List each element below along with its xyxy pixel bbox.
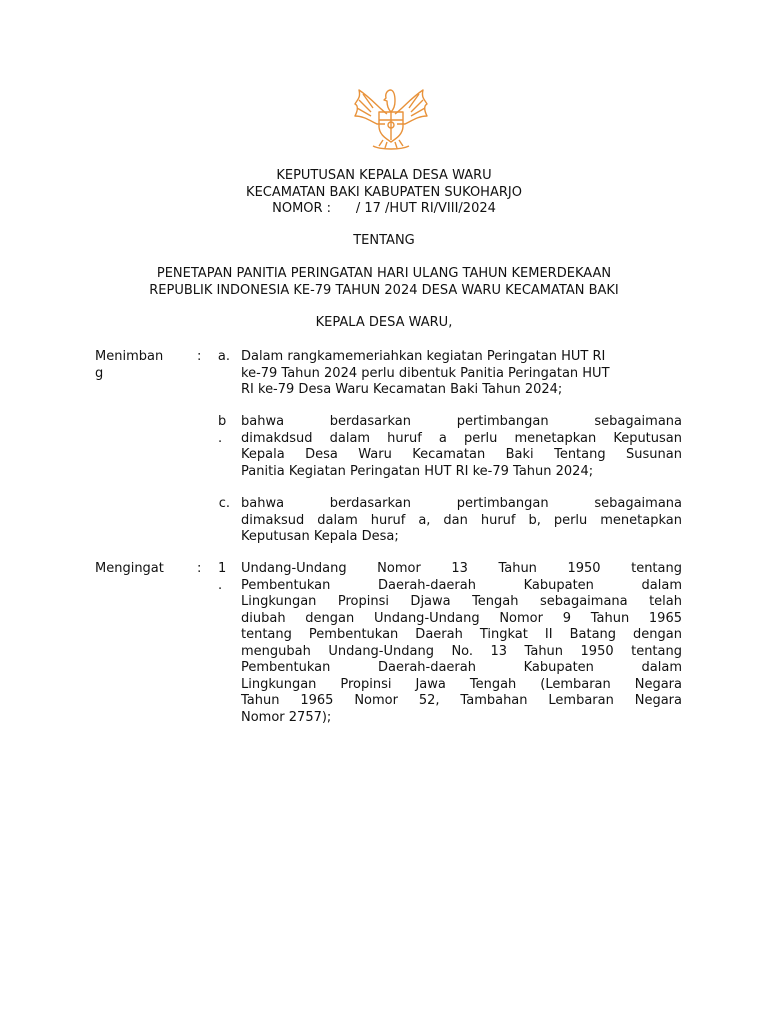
item-marker-line-1: b: [218, 414, 227, 429]
text-line: Panitia Kegiatan Peringatan HUT RI ke-79 Tahun 2024;: [241, 463, 594, 479]
menimbang-label-line-1: Menimban: [95, 349, 164, 364]
decree-title-line-2: KECAMATAN BAKI KABUPATEN SUKOHARJO: [246, 184, 522, 200]
mengingat-colon: :: [197, 561, 202, 576]
menimbang-colon: :: [197, 349, 202, 364]
menimbang-label-line-2: g: [95, 365, 104, 381]
text-line: Lingkungan Propinsi Jawa Tengah (Lembaran Negara: [241, 676, 682, 692]
text-line: Kepala Desa Waru Kecamatan Baki Tentang Susunan: [241, 447, 682, 462]
text-line: ke-79 Tahun 2024 perlu dibentuk Panitia Peringatan HUT: [241, 365, 610, 381]
text-line: bahwa berdasarkan pertimbangan sebagaimana: [241, 496, 682, 511]
decree-subject: [0, 266, 768, 299]
decree-title-line-1: KEPUTUSAN KEPALA DESA WARU: [276, 168, 492, 183]
text-line: bahwa berdasarkan pertimbangan sebagaimana: [241, 414, 682, 429]
item-marker: c.: [218, 496, 230, 511]
item-marker-line-2: .: [218, 577, 223, 593]
text-line: tentang Pembentukan Daerah Tingkat II Batang dengan: [241, 627, 682, 642]
text-line: Dalam rangkamemeriahkan kegiatan Peringatan HUT RI: [241, 349, 606, 364]
text-line: Nomor 2757);: [241, 709, 332, 725]
item-marker: [218, 561, 228, 594]
text-line: diubah dengan Undang-Undang Nomor 9 Tahun 1965: [241, 610, 682, 626]
item-text: [241, 414, 682, 480]
text-line: RI ke-79 Desa Waru Kecamatan Baki Tahun 2024;: [241, 382, 563, 397]
text-line: Tahun 1965 Nomor 52, Tambahan Lembaran Negara: [241, 693, 682, 708]
text-line: Pembentukan Daerah-daerah Kabupaten dalam: [241, 660, 682, 675]
text-line: dimakdsud dalam huruf a perlu menetapkan Keputusan: [241, 430, 682, 446]
text-line: mengubah Undang-Undang No. 13 Tahun 1950 tentang: [241, 643, 682, 659]
item-text: [241, 561, 682, 726]
text-line: Keputusan Kepala Desa;: [241, 529, 399, 544]
issuer-heading: KEPALA DESA WARU,: [315, 315, 453, 330]
item-text: [241, 496, 682, 546]
text-line: Undang-Undang Nomor 13 Tahun 1950 tentang: [241, 561, 682, 576]
decree-subject-line-2: REPUBLIK INDONESIA KE-79 TAHUN 2024 DESA WARU KECAMATAN BAKI: [149, 282, 619, 298]
decree-number: NOMOR : / 17 /HUT RI/VIII/2024: [272, 201, 496, 216]
decree-header: [0, 168, 768, 218]
text-line: Pembentukan Daerah-daerah Kabupaten dalam: [241, 577, 682, 593]
item-marker-line-1: 1: [218, 561, 227, 576]
decree-subject-line-1: PENETAPAN PANITIA PERINGATAN HARI ULANG TAHUN KEMERDEKAAN: [156, 266, 612, 281]
item-marker: [218, 414, 228, 447]
mengingat-label: Mengingat: [95, 561, 164, 576]
text-line: dimaksud dalam huruf a, dan huruf b, perlu menetapkan: [241, 512, 682, 528]
item-marker-line-2: .: [218, 430, 223, 446]
menimbang-label: [95, 349, 177, 382]
item-text: [241, 349, 682, 399]
garuda-pancasila-emblem-icon: [349, 84, 433, 152]
tentang-heading: TENTANG: [353, 233, 415, 248]
item-marker: a.: [217, 349, 230, 364]
text-line: Lingkungan Propinsi Djawa Tengah sebagaimana telah: [241, 594, 682, 609]
